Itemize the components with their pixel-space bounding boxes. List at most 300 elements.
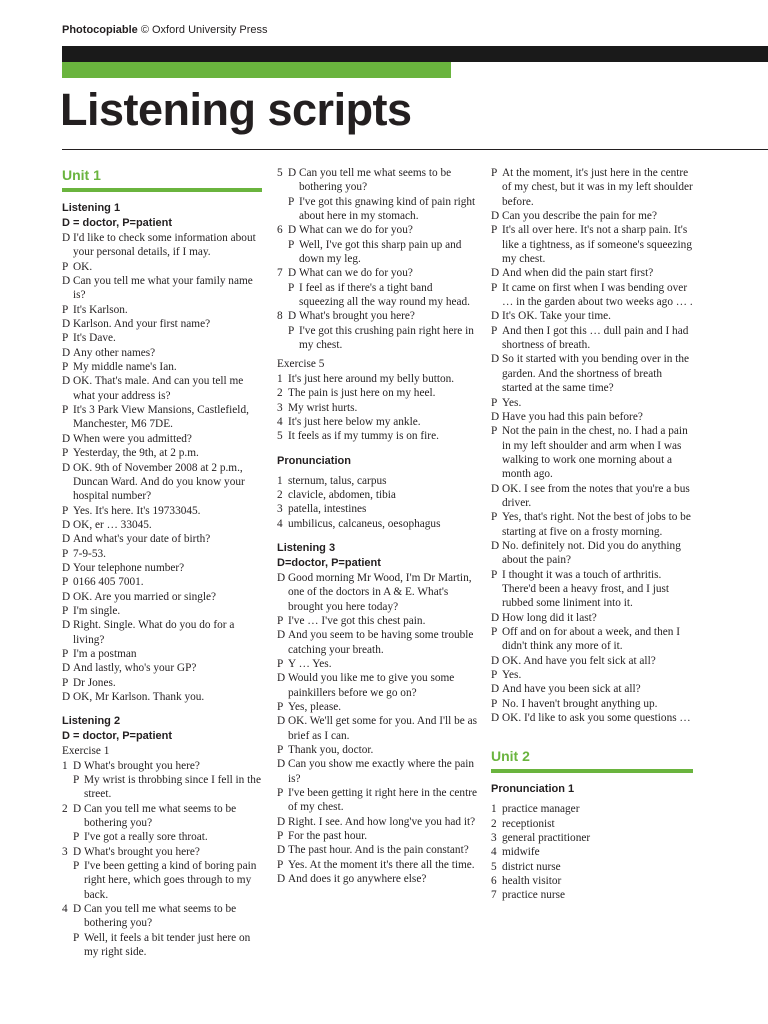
speaker-label: P	[277, 858, 284, 871]
dialogue-text: I've got a really sore throat.	[84, 831, 208, 844]
speaker-label: P	[62, 547, 69, 560]
dialogue-text: So it started with you bending over in the garden. And the shortness of breath started at the same time?	[502, 353, 689, 395]
speaker-label: D	[491, 539, 500, 552]
speaker-label: P	[73, 931, 80, 944]
dialogue-text: Not the pain in the chest, no. I had a pain in my left shoulder and arm when I was walking to work one morning about a month ago.	[502, 425, 688, 481]
dialogue-line	[62, 575, 262, 589]
dialogue-line	[62, 661, 262, 675]
list-text: The pain is just here on my heel.	[288, 387, 436, 400]
dialogue-text: And have you been sick at all?	[502, 683, 641, 696]
speaker-label: D	[62, 561, 71, 574]
exercise-line	[62, 931, 262, 960]
listening-3-dialogue-part-1	[277, 571, 479, 887]
list-text: It's just here around my belly button.	[288, 372, 455, 385]
dialogue-text: Can you describe the pain for me?	[502, 210, 657, 223]
dialogue-line	[62, 274, 262, 303]
speaker-label: D	[62, 275, 71, 288]
dialogue-line	[491, 223, 693, 266]
list-text: receptionist	[502, 817, 555, 830]
speaker-label: D	[277, 873, 286, 886]
dialogue-text: And when did the pain start first?	[502, 267, 654, 280]
list-item	[277, 401, 479, 415]
dialogue-text: I'm single.	[73, 604, 121, 617]
speaker-label: P	[491, 396, 498, 409]
dialogue-line	[491, 166, 693, 209]
dialogue-line	[491, 510, 693, 539]
speaker-label: D	[491, 611, 500, 624]
pronunciation-1-heading: Pronunciation 1	[491, 783, 575, 796]
dialogue-line	[277, 872, 479, 886]
item-number: 4	[277, 415, 283, 428]
exercise-line	[277, 309, 479, 323]
unit-2-heading: Unit 2	[491, 748, 530, 765]
dialogue-line	[62, 231, 262, 260]
dialogue-text: And lastly, who's your GP?	[73, 662, 197, 675]
dialogue-line	[491, 682, 693, 696]
dialogue-text: OK, Mr Karlson. Thank you.	[73, 691, 205, 703]
dialogue-text: I feel as if there's a tight band squeezing all the way round my head.	[299, 281, 470, 309]
dialogue-text: At the moment, it's just here in the centre of my chest, but it was in my left shoulder before.	[502, 167, 693, 208]
speaker-label: P	[491, 224, 498, 237]
dialogue-line	[491, 568, 693, 611]
speaker-label: P	[62, 676, 69, 689]
dialogue-text: I've got this crushing pain right here in my chest.	[299, 324, 474, 352]
exercise-line	[62, 830, 262, 844]
dialogue-text: Can you tell me what seems to be bothering you?	[84, 802, 237, 830]
dialogue-text: What can we do for you?	[299, 224, 413, 237]
dialogue-text: Yes, please.	[288, 701, 342, 713]
dialogue-line	[491, 482, 693, 511]
list-text: umbilicus, calcaneus, oesophagus	[288, 517, 441, 530]
dialogue-line	[491, 309, 693, 323]
list-item	[277, 502, 479, 516]
dialogue-line	[491, 266, 693, 280]
speaker-label: P	[62, 604, 69, 617]
speaker-label: D	[73, 845, 82, 858]
listening-3-heading: Listening 3	[277, 541, 336, 554]
item-number: 2	[277, 387, 283, 400]
dialogue-text: Right. I see. And how long've you had it?	[288, 815, 476, 828]
dialogue-line	[277, 700, 479, 714]
dialogue-text: I've been getting a kind of boring pain right here, which goes through to my back.	[84, 860, 257, 901]
listening-1-key: D = doctor, P=patient	[62, 217, 173, 229]
speaker-label: D	[288, 167, 297, 179]
listening-1-dialogue	[62, 231, 262, 704]
unit-2-rule	[491, 769, 693, 773]
pronunciation-list	[277, 474, 479, 531]
speaker-label: D	[277, 672, 286, 685]
listening-1-heading: Listening 1	[62, 202, 121, 214]
speaker-label: P	[491, 669, 498, 682]
header-black-bar	[62, 46, 768, 62]
speaker-label: P	[62, 447, 69, 460]
speaker-label: D	[288, 224, 297, 237]
speaker-label: P	[288, 238, 295, 251]
item-number: 1	[62, 759, 68, 772]
dialogue-text: And you seem to be having some trouble catching your breath.	[288, 629, 474, 656]
dialogue-text: Yes.	[502, 396, 522, 409]
dialogue-line	[62, 461, 262, 504]
speaker-label: P	[62, 504, 69, 517]
dialogue-line	[491, 281, 693, 310]
dialogue-text: My wrist is throbbing since I fell in the street.	[84, 774, 261, 801]
listening-3-key: D=doctor, P=patient	[277, 556, 381, 569]
speaker-label: D	[288, 310, 297, 323]
list-item	[491, 845, 693, 859]
exercise-5-list	[277, 372, 479, 444]
dialogue-text: What's brought you here?	[299, 310, 415, 323]
exercise-line	[62, 859, 262, 902]
dialogue-text: I've got this gnawing kind of pain right about here in my stomach.	[299, 195, 476, 223]
list-text: It feels as if my tummy is on fire.	[288, 430, 439, 443]
dialogue-text: It's Dave.	[73, 332, 116, 345]
item-number: 3	[277, 401, 283, 414]
dialogue-line	[62, 446, 262, 460]
list-item	[277, 386, 479, 400]
dialogue-text: Dr Jones.	[73, 676, 116, 689]
title-divider	[62, 149, 768, 150]
speaker-label: P	[277, 614, 284, 627]
item-number: 3	[491, 832, 497, 845]
list-item	[491, 817, 693, 831]
dialogue-text: I've been getting it right here in the centre of my chest.	[288, 787, 477, 814]
item-number: 7	[277, 267, 283, 280]
speaker-label: D	[62, 232, 71, 244]
dialogue-text: Y … Yes.	[288, 657, 332, 670]
unit-1-rule	[62, 188, 262, 192]
item-number: 5	[277, 167, 283, 179]
dialogue-text: It's Karlson.	[73, 303, 128, 316]
speaker-label: D	[62, 432, 71, 445]
dialogue-line	[277, 743, 479, 757]
speaker-label: D	[277, 571, 286, 584]
dialogue-text: It's OK. Take your time.	[502, 310, 611, 323]
dialogue-text: Good morning Mr Wood, I'm Dr Martin, one of the doctors in A & E. What's brought you here today?	[288, 571, 472, 613]
list-text: clavicle, abdomen, tibia	[288, 488, 396, 501]
dialogue-line	[62, 561, 262, 575]
dialogue-line	[277, 757, 479, 786]
speaker-label: D	[62, 318, 71, 331]
item-number: 6	[277, 224, 283, 237]
dialogue-text: Yesterday, the 9th, at 2 p.m.	[73, 447, 199, 460]
dialogue-line	[62, 331, 262, 345]
exercise-line	[277, 238, 479, 267]
speaker-label: D	[491, 310, 500, 323]
dialogue-line	[62, 676, 262, 690]
dialogue-line	[491, 424, 693, 481]
dialogue-line	[491, 711, 693, 725]
dialogue-line	[277, 843, 479, 857]
dialogue-line	[491, 410, 693, 424]
dialogue-text: When were you admitted?	[73, 432, 192, 445]
list-item	[277, 372, 479, 386]
dialogue-text: No. definitely not. Did you do anything about the pain?	[502, 539, 681, 567]
list-item	[491, 831, 693, 845]
item-number: 5	[277, 430, 283, 443]
speaker-label: D	[62, 461, 71, 474]
speaker-label: D	[62, 691, 71, 703]
header-green-bar	[62, 62, 451, 78]
list-text: practice manager	[502, 803, 580, 816]
speaker-label: P	[62, 361, 69, 374]
dialogue-line	[62, 260, 262, 274]
dialogue-text: What can we do for you?	[299, 267, 413, 280]
dialogue-text: And what's your date of birth?	[73, 533, 211, 546]
dialogue-text: The past hour. And is the pain constant?	[288, 844, 469, 857]
dialogue-line	[277, 657, 479, 671]
dialogue-line	[491, 625, 693, 654]
speaker-label: P	[277, 744, 284, 757]
dialogue-text: I've … I've got this chest pain.	[288, 614, 426, 627]
speaker-label: D	[62, 518, 71, 531]
dialogue-text: Can you tell me what your family name is?	[73, 275, 253, 302]
dialogue-line	[62, 432, 262, 446]
dialogue-line	[277, 628, 479, 657]
exercise-line	[277, 166, 479, 195]
dialogue-line	[277, 571, 479, 614]
speaker-label: D	[277, 844, 286, 857]
speaker-label: D	[277, 815, 286, 828]
dialogue-line	[62, 518, 262, 532]
dialogue-text: Off and on for about a week, and then I didn't think any more of it.	[502, 626, 680, 653]
dialogue-text: OK. Are you married or single?	[73, 590, 217, 603]
dialogue-line	[62, 504, 262, 518]
dialogue-text: Right. Single. What do you do for a living?	[73, 619, 235, 646]
list-text: It's just here below my ankle.	[288, 415, 421, 428]
dialogue-line	[62, 403, 262, 432]
speaker-label: D	[73, 759, 82, 772]
dialogue-text: What's brought you here?	[84, 759, 200, 772]
dialogue-text: Karlson. And your first name?	[73, 318, 211, 331]
dialogue-text: 7-9-53.	[73, 547, 106, 560]
speaker-label: D	[491, 267, 500, 280]
speaker-label: P	[491, 626, 498, 638]
speaker-label: D	[277, 758, 286, 771]
speaker-label: P	[277, 701, 284, 713]
speaker-label: D	[491, 482, 500, 495]
speaker-label: P	[491, 511, 498, 524]
list-text: midwife	[502, 846, 540, 859]
item-number: 2	[277, 488, 283, 501]
exercise-line	[277, 266, 479, 280]
list-text: sternum, talus, carpus	[288, 474, 387, 487]
speaker-label: P	[491, 324, 498, 337]
listening-2-items-part-1	[62, 759, 262, 960]
column-3	[491, 166, 693, 903]
speaker-label: P	[288, 195, 295, 208]
list-text: district nurse	[502, 860, 561, 873]
speaker-label: P	[491, 167, 498, 179]
dialogue-line	[491, 697, 693, 711]
dialogue-line	[62, 360, 262, 374]
exercise-line	[62, 773, 262, 802]
dialogue-line	[491, 654, 693, 668]
dialogue-text: I'd like to check some information about your personal details, if I may.	[73, 232, 256, 259]
dialogue-text: I'm a postman	[73, 647, 137, 660]
speaker-label: P	[62, 647, 69, 660]
dialogue-line	[62, 547, 262, 561]
dialogue-text: For the past hour.	[288, 830, 368, 843]
dialogue-line	[62, 303, 262, 317]
dialogue-line	[62, 374, 262, 403]
listening-2-items-part-2	[277, 166, 479, 352]
dialogue-line	[62, 690, 262, 704]
page-title: Listening scripts	[60, 84, 412, 135]
speaker-label: D	[491, 683, 500, 696]
exercise-line	[277, 281, 479, 310]
dialogue-line	[277, 614, 479, 628]
item-number: 4	[277, 517, 283, 530]
item-number: 7	[491, 889, 497, 902]
dialogue-line	[277, 786, 479, 815]
dialogue-line	[62, 317, 262, 331]
exercise-5-label: Exercise 5	[277, 358, 325, 371]
dialogue-text: Yes. It's here. It's 19733045.	[73, 504, 201, 517]
publisher-label: © Oxford University Press	[140, 24, 268, 36]
item-number: 4	[62, 903, 68, 916]
dialogue-text: And does it go anywhere else?	[288, 873, 427, 886]
dialogue-text: OK. That's male. And can you tell me what your address is?	[73, 375, 244, 402]
speaker-label: P	[62, 404, 69, 417]
dialogue-text: I thought it was a touch of arthritis. There'd been a heavy frost, and I just rubbed some liniment into it.	[502, 568, 670, 610]
dialogue-text: It's all over here. It's not a sharp pain. It's like a tightness, as if someone's squeezing my chest.	[502, 224, 692, 266]
list-item	[277, 488, 479, 502]
speaker-label: D	[62, 375, 71, 388]
speaker-label: P	[277, 657, 284, 670]
dialogue-line	[62, 604, 262, 618]
speaker-label: D	[277, 629, 286, 642]
speaker-label: P	[62, 260, 69, 273]
dialogue-text: Yes.	[502, 669, 522, 682]
exercise-line	[62, 845, 262, 859]
dialogue-text: Well, it feels a bit tender just here on my right side.	[84, 931, 251, 959]
list-item	[491, 860, 693, 874]
dialogue-text: Well, I've got this sharp pain up and down my leg.	[299, 238, 462, 266]
dialogue-text: No. I haven't brought anything up.	[502, 697, 658, 710]
dialogue-text: What's brought you here?	[84, 845, 200, 858]
dialogue-line	[277, 714, 479, 743]
speaker-label: P	[288, 324, 295, 337]
dialogue-text: Thank you, doctor.	[288, 744, 374, 757]
exercise-line	[277, 223, 479, 237]
item-number: 5	[491, 860, 497, 873]
speaker-label: P	[491, 697, 498, 710]
speaker-label: D	[288, 267, 297, 280]
dialogue-line	[62, 532, 262, 546]
list-item	[277, 429, 479, 443]
dialogue-line	[491, 539, 693, 568]
speaker-label: D	[73, 802, 82, 815]
list-item	[491, 802, 693, 816]
dialogue-line	[491, 396, 693, 410]
listening-3-dialogue-part-2	[491, 166, 693, 725]
exercise-line	[62, 902, 262, 931]
dialogue-line	[277, 858, 479, 872]
dialogue-line	[491, 209, 693, 223]
speaker-label: D	[62, 346, 71, 359]
list-item	[277, 517, 479, 531]
list-item	[277, 474, 479, 488]
dialogue-text: Yes, that's right. Not the best of jobs to be starting at five on a frosty morning.	[502, 511, 691, 538]
list-text: My wrist hurts.	[288, 401, 358, 414]
dialogue-line	[62, 590, 262, 604]
speaker-label: P	[73, 831, 80, 844]
item-number: 6	[491, 875, 497, 888]
column-2	[277, 166, 479, 886]
speaker-label: P	[62, 332, 69, 345]
dialogue-text: OK. And have you felt sick at all?	[502, 654, 656, 667]
dialogue-line	[491, 611, 693, 625]
speaker-label: P	[491, 568, 498, 581]
list-text: practice nurse	[502, 889, 566, 902]
dialogue-text: 0166 405 7001.	[73, 576, 144, 589]
item-number: 1	[491, 803, 497, 816]
dialogue-line	[277, 815, 479, 829]
dialogue-text: OK. I'd like to ask you some questions …	[502, 712, 691, 725]
dialogue-text: How long did it last?	[502, 611, 597, 624]
dialogue-line	[277, 671, 479, 700]
dialogue-text: Your telephone number?	[73, 561, 185, 574]
dialogue-text: Have you had this pain before?	[502, 410, 643, 423]
unit-2-pronunciation-list	[491, 802, 693, 902]
speaker-label: D	[62, 533, 71, 546]
speaker-label: D	[491, 210, 500, 223]
item-number: 1	[277, 474, 283, 487]
speaker-label: P	[288, 281, 295, 294]
dialogue-line	[62, 647, 262, 661]
dialogue-text: OK. 9th of November 2008 at 2 p.m., Duncan Ward. And do you know your hospital number?	[73, 461, 245, 503]
dialogue-line	[491, 352, 693, 395]
speaker-label: P	[491, 425, 498, 438]
speaker-label: D	[62, 662, 71, 675]
pronunciation-heading: Pronunciation	[277, 454, 351, 467]
list-item	[277, 415, 479, 429]
exercise-line	[277, 195, 479, 224]
speaker-label: D	[62, 590, 71, 603]
speaker-label: P	[277, 830, 284, 843]
speaker-label: D	[491, 654, 500, 667]
speaker-label: P	[73, 860, 80, 873]
list-item	[491, 874, 693, 888]
dialogue-line	[62, 346, 262, 360]
dialogue-text: It's 3 Park View Mansions, Castlefield, Manchester, M6 7DE.	[73, 404, 249, 431]
dialogue-text: Would you like me to give you some painkillers before we go on?	[288, 672, 455, 699]
dialogue-line	[277, 829, 479, 843]
dialogue-text: OK.	[73, 260, 93, 273]
speaker-label: D	[277, 715, 286, 728]
item-number: 2	[62, 802, 68, 815]
list-text: health visitor	[502, 875, 562, 888]
dialogue-text: It came on first when I was bending over … in the garden about two weeks ago … .	[502, 281, 693, 309]
dialogue-text: Can you show me exactly where the pain is?	[288, 758, 475, 785]
dialogue-text: OK. We'll get some for you. And I'll be as brief as I can.	[288, 715, 478, 742]
dialogue-text: Can you tell me what seems to be bothering you?	[84, 903, 237, 930]
speaker-label: D	[491, 353, 500, 366]
dialogue-text: Yes. At the moment it's there all the time.	[288, 858, 475, 871]
dialogue-text: My middle name's Ian.	[73, 361, 177, 374]
exercise-line	[62, 759, 262, 773]
item-number: 2	[491, 817, 497, 830]
exercise-1-label: Exercise 1	[62, 745, 110, 758]
listening-2-heading: Listening 2	[62, 715, 121, 728]
photocopiable-label: Photocopiable	[62, 24, 138, 36]
list-item	[491, 888, 693, 902]
exercise-line	[62, 802, 262, 831]
list-text: patella, intestines	[288, 503, 367, 516]
dialogue-text: OK, er … 33045.	[73, 518, 152, 531]
item-number: 1	[277, 372, 283, 385]
speaker-label: P	[491, 281, 498, 294]
